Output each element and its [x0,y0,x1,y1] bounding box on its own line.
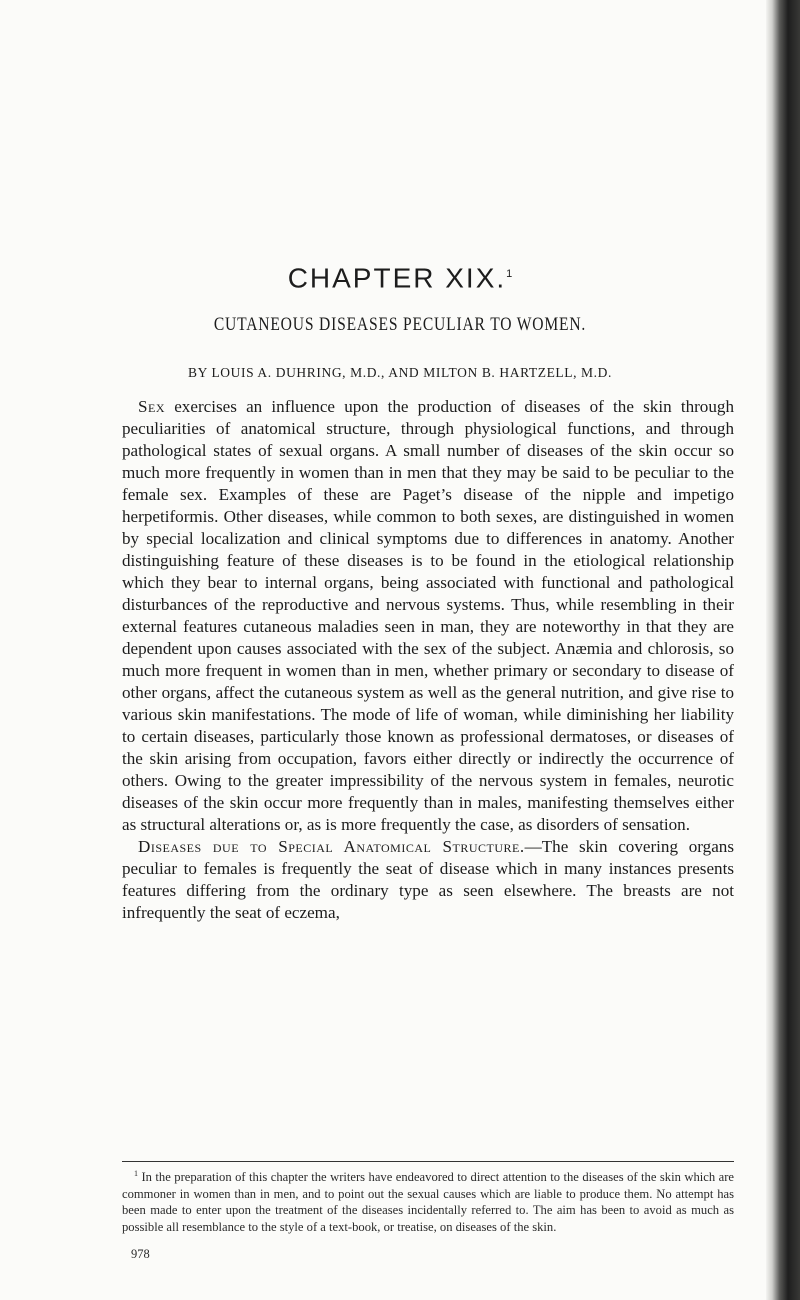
page-number: 978 [131,1247,150,1261]
paragraph-anatomical [122,836,734,924]
book-binding-edge [766,0,800,1300]
footnote [122,1166,734,1236]
footnote-text: In the preparation of this chapter the writers have endeavored to direct attention to the diseases of the skin which are commoner in women than in men, and to point out the sexual causes which are liable to produce them. No attempt has been made to enter upon the treatment of the diseases incidentally referred to. The aim has been to avoid as much as possible all resemblance to the style of a text-book, or treatise, on diseases of the skin. [122,1170,734,1234]
section-heading: Diseases due to Special Anatomical Structure. [138,837,525,856]
paragraph-anatomical-text: —The skin covering organs peculiar to females is frequently the seat of disease which in many instances presents features differing from the ordinary type as seen elsewhere. The breasts are not infrequently the seat of eczema, [122,837,734,922]
chapter-footnote-marker: 1 [506,268,513,280]
footnote-divider [122,1161,734,1162]
authors-byline: BY LOUIS A. DUHRING, M.D., AND MILTON B. HARTZELL, M.D. [188,365,612,380]
paragraph-intro [122,396,734,836]
chapter-title-text: CHAPTER XIX. [287,262,507,294]
chapter-title [0,257,800,295]
footnote-marker: 1 [134,1169,138,1178]
paragraph-lead-word: Sex [138,397,166,416]
paragraph-intro-text: exercises an influence upon the production of diseases of the skin through peculiarities of anatomical structure, through physiological functions, and through pathological states of sexual organs. A small number of diseases of the skin occur so much more frequently in women than in men that they may be said to be peculiar to the female sex. Examples of these are Paget’s disease of the nipple and impetigo herpetiformis. Other diseases, while common to both sexes, are distinguished in women by special localization and clinical symptoms due to differences in anatomy. Another distinguishing feature of these diseases is to be found in the etiological relationship which they bear to internal organs, being associated with functional and pathological disturbances of the reproductive and nervous systems. Thus, while resembling in their external features cutaneous maladies seen in man, they are noteworthy in that they are dependent upon causes associated with the sex of the subject. Anæmia and chlorosis, so much more frequent in women than in men, whether primary or secondary to disease of other organs, affect the cutaneous system as well as the general nutrition, and give rise to various skin manifestations. The mode of life of woman, while diminishing her liability to certain diseases, particularly those known as professional dermatoses, or diseases of the skin arising from occupation, favors either directly or indirectly the occurrence of others. Owing to the greater impressibility of the nervous system in females, neurotic diseases of the skin occur more frequently than in males, manifesting themselves either as structural alterations or, as is more frequently the case, as disorders of sensation. [122,397,734,834]
body-text [122,396,734,924]
chapter-subtitle: CUTANEOUS DISEASES PECULIAR TO WOMEN. [213,314,587,335]
